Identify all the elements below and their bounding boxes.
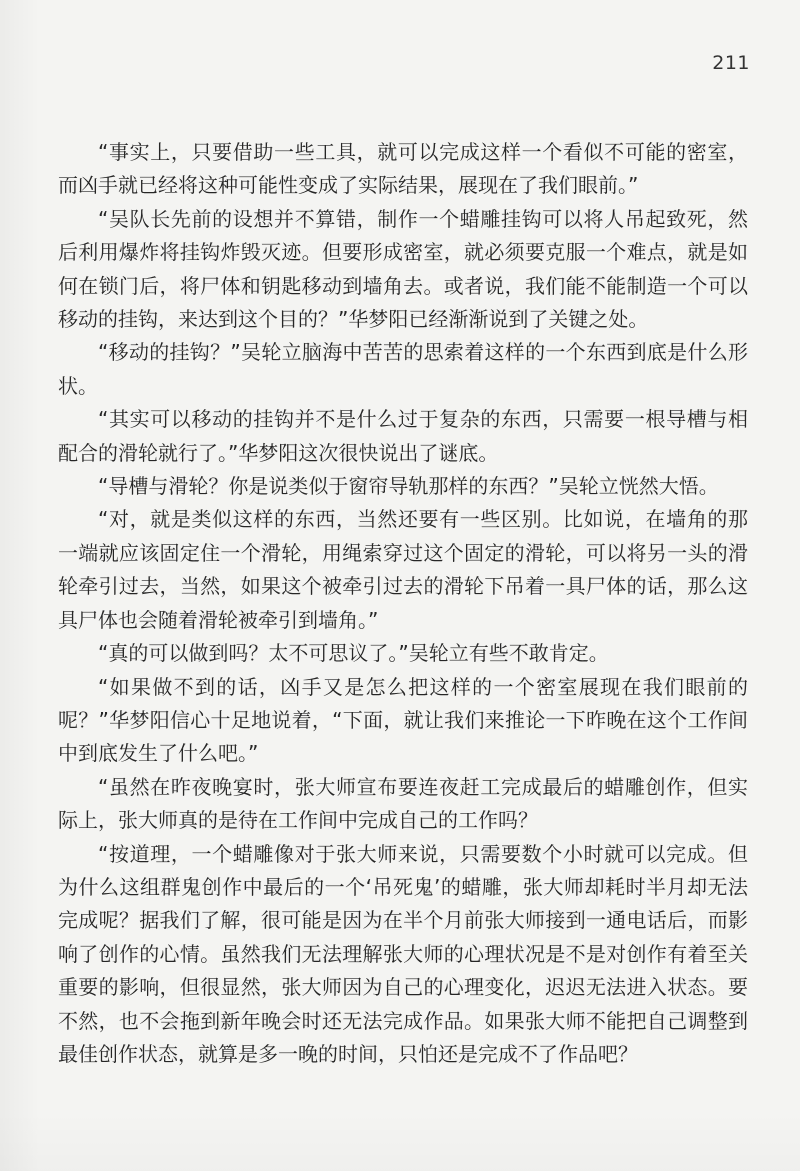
paragraph: “导槽与滑轮？你是说类似于窗帘导轨那样的东西？”吴轮立恍然大悟。 bbox=[98, 474, 719, 499]
page-number: 211 bbox=[712, 52, 750, 74]
paragraph: “移动的挂钩？”吴轮立脑海中苦苦的思索着这样的一个东西到底是什么形状。 bbox=[58, 340, 748, 398]
paragraph: “如果做不到的话，凶手又是怎么把这样的一个密室展现在我们眼前的呢？”华梦阳信心十足地说着，“下面，就让我们来推论一下昨晚在这个工作间中到底发生了什么吧。” bbox=[58, 674, 748, 766]
paragraph: “虽然在昨夜晚宴时，张大师宣布要连夜赶工完成最后的蜡雕创作，但实际上，张大师真的是待在工作间中完成自己的工作吗？ bbox=[58, 774, 748, 833]
paragraph: “按道理，一个蜡雕像对于张大师来说，只需要数个小时就可以完成。但为什么这组群鬼创作中最后的一个‘吊死鬼’的蜡雕，张大师却耗时半月却无法完成呢？据我们了解，很可能是因为在半个月前张大师接到一通电话后，而影响了创作的心情。虽然我们无法理解张大师的心理状况是不是对创作有着至关重要的影响，但很显然，张大师因为自己的心理变化，迟迟无法进入状态。要不然，也不会拖到新年晚会时还无法完成作品。如果张大师不能把自己调整到最佳创作状态，就算是多一晚的时间，只怕还是完成不了作品吧？ bbox=[58, 841, 748, 1066]
paragraph: “其实可以移动的挂钩并不是什么过于复杂的东西，只需要一根导槽与相配合的滑轮就行了。”华梦阳这次很快说出了谜底。 bbox=[58, 407, 748, 465]
paragraph: “事实上，只要借助一些工具，就可以完成这样一个看似不可能的密室，而凶手就已经将这种可能性变成了实际结果，展现在了我们眼前。” bbox=[58, 140, 748, 198]
paragraph: “吴队长先前的设想并不算错，制作一个蜡雕挂钩可以将人吊起致死，然后利用爆炸将挂钩炸毁灭迹。但要形成密室，就必须要克服一个难点，就是如何在锁门后，将尸体和钥匙移动到墙角去。或者说，我们能不能制造一个可以移动的挂钩，来达到这个目的？”华梦阳已经渐渐说到了关键之处。 bbox=[58, 206, 748, 332]
paragraph: “对，就是类似这样的东西，当然还要有一些区别。比如说，在墙角的那一端就应该固定住一个滑轮，用绳索穿过这个固定的滑轮，可以将另一头的滑轮牵引过去，当然，如果这个被牵引过去的滑轮下吊着一具尸体的话，那么这具尸体也会随着滑轮被牵引到墙角。” bbox=[58, 507, 748, 632]
paragraph: “真的可以做到吗？太不可思议了。”吴轮立有些不敢肯定。 bbox=[98, 641, 609, 666]
body-text bbox=[58, 136, 748, 1071]
